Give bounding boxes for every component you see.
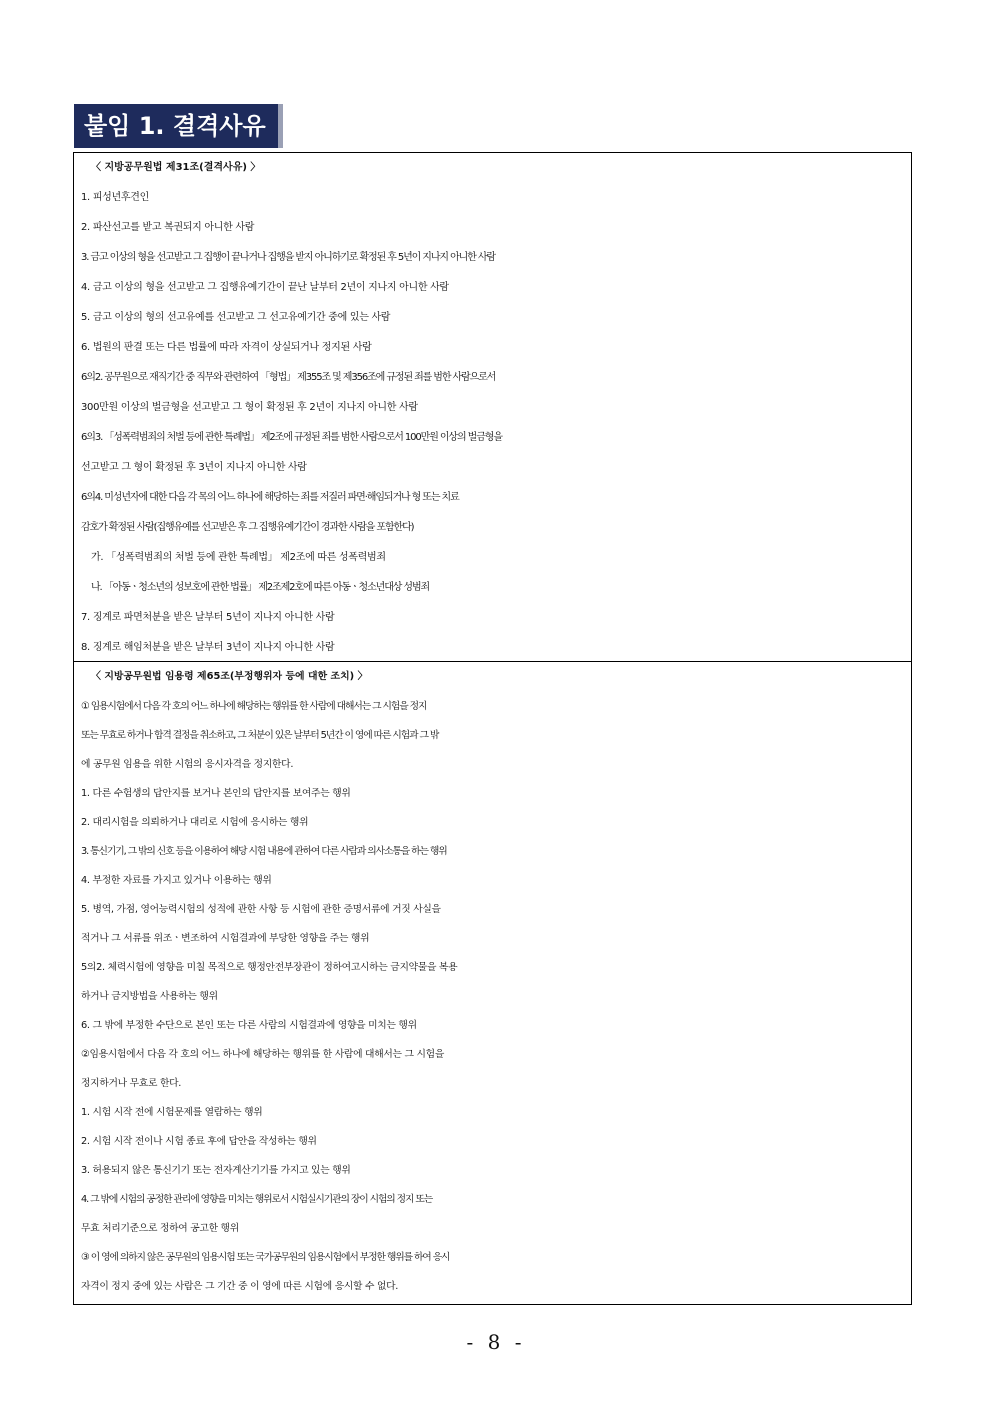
list-item: 하거나 금지방법을 사용하는 행위	[81, 991, 218, 1002]
list-item: 6. 그 밖에 부정한 수단으로 본인 또는 다른 사람의 시험결과에 영향을 미치는 행위	[81, 1020, 417, 1031]
list-item: 또는 무효로 하거나 합격 결정을 취소하고, 그 처분이 있은 날부터 5년간 이 영에 따른 시험과 그 밖	[81, 730, 439, 741]
list-item: ① 임용시험에서 다음 각 호의 어느 하나에 해당하는 행위를 한 사람에 대해서는 그 시험을 정지	[81, 701, 427, 712]
section-title: 〈 지방공무원법 임용령 제65조(부정행위자 등에 대한 조치) 〉	[91, 671, 368, 682]
list-item: 300만원 이상의 벌금형을 선고받고 그 형이 확정된 후 2년이 지나지 아니한 사람	[81, 402, 418, 413]
list-item: 3. 통신기기, 그 밖의 신호 등을 이용하여 해당 시험 내용에 관하여 다른 사람과 의사소통을 하는 행위	[81, 846, 447, 857]
list-item: 3. 금고 이상의 형을 선고받고 그 집행이 끝나거나 집행을 받지 아니하기로 확정된 후 5년이 지나지 아니한 사람	[81, 252, 495, 263]
list-item: 8. 징계로 해임처분을 받은 날부터 3년이 지나지 아니한 사람	[81, 642, 335, 653]
list-item: 2. 시험 시작 전이나 시험 종료 후에 답안을 작성하는 행위	[81, 1136, 317, 1147]
list-item: 5. 금고 이상의 형의 선고유예를 선고받고 그 선고유예기간 중에 있는 사람	[81, 312, 391, 323]
list-item: 2. 대리시험을 의뢰하거나 대리로 시험에 응시하는 행위	[81, 817, 309, 828]
list-subitem: 가. 「성폭력범죄의 처벌 등에 관한 특례법」 제2조에 따른 성폭력범죄	[91, 552, 386, 563]
list-item: 2. 파산선고를 받고 복권되지 아니한 사람	[81, 222, 255, 233]
list-item: 4. 금고 이상의 형을 선고받고 그 집행유예기간이 끝난 날부터 2년이 지나지 아니한 사람	[81, 282, 449, 293]
list-item: ③ 이 영에 의하지 않은 공무원의 임용시험 또는 국가공무원의 임용시험에서 부정한 행위를 하여 응시	[81, 1252, 450, 1263]
section-title: 〈 지방공무원법 제31조(결격사유) 〉	[91, 162, 261, 173]
page-number: - 8 -	[466, 1330, 526, 1354]
section-disqualification	[73, 152, 912, 662]
list-item: 6의4. 미성년자에 대한 다음 각 목의 어느 하나에 해당하는 죄를 저질러 파면·해임되거나 형 또는 치료	[81, 492, 459, 503]
list-item: 6의3. 「성폭력범죄의 처벌 등에 관한 특례법」 제2조에 규정된 죄를 범한 사람으로서 100만원 이상의 벌금형을	[81, 432, 502, 443]
list-item: 4. 부정한 자료를 가지고 있거나 이용하는 행위	[81, 875, 272, 886]
list-item: 1. 피성년후견인	[81, 192, 149, 203]
list-item: 3. 허용되지 않은 통신기기 또는 전자계산기기를 가지고 있는 행위	[81, 1165, 351, 1176]
list-subitem: 나. 「아동ㆍ청소년의 성보호에 관한 법률」 제2조제2호에 따른 아동ㆍ청소년대상 성범죄	[91, 582, 430, 593]
list-item: 6. 법원의 판결 또는 다른 법률에 따라 자격이 상실되거나 정지된 사람	[81, 342, 372, 353]
list-item: 에 공무원 임용을 위한 시험의 응시자격을 정지한다.	[81, 759, 294, 770]
list-item: 자격이 정지 중에 있는 사람은 그 기간 중 이 영에 따른 시험에 응시할 수 없다.	[81, 1281, 399, 1292]
section-misconduct-measures	[73, 662, 912, 1305]
list-item: 5. 병역, 가점, 영어능력시험의 성적에 관한 사항 등 시험에 관한 증명서류에 거짓 사실을	[81, 904, 441, 915]
list-item: 1. 시험 시작 전에 시험문제를 열람하는 행위	[81, 1107, 263, 1118]
list-item: 정지하거나 무효로 한다.	[81, 1078, 182, 1089]
list-item: 감호가 확정된 사람(집행유예를 선고받은 후 그 집행유예기간이 경과한 사람을 포함한다)	[81, 522, 414, 533]
list-item: 7. 징계로 파면처분을 받은 날부터 5년이 지나지 아니한 사람	[81, 612, 335, 623]
list-item: 5의2. 체력시험에 영향을 미칠 목적으로 행정안전부장관이 정하여고시하는 금지약물을 복용	[81, 962, 458, 973]
appendix-title: 붙임 1. 결격사유	[74, 104, 283, 148]
list-item: 무효 처리기준으로 정하여 공고한 행위	[81, 1223, 239, 1234]
appendix-title-banner	[74, 104, 283, 148]
list-item: 적거나 그 서류를 위조ㆍ변조하여 시험결과에 부당한 영향을 주는 행위	[81, 933, 370, 944]
list-item: 선고받고 그 형이 확정된 후 3년이 지나지 아니한 사람	[81, 462, 307, 473]
list-item: 4. 그 밖에 시험의 공정한 관리에 영향을 미치는 행위로서 시험실시기관의 장이 시험의 정지 또는	[81, 1194, 433, 1205]
list-item: ②임용시험에서 다음 각 호의 어느 하나에 해당하는 행위를 한 사람에 대해서는 그 시험을	[81, 1049, 444, 1060]
list-item: 1. 다른 수험생의 답안지를 보거나 본인의 답안지를 보여주는 행위	[81, 788, 351, 799]
list-item: 6의2. 공무원으로 재직기간 중 직무와 관련하여 「형법」 제355조 및 제356조에 규정된 죄를 범한 사람으로서	[81, 372, 496, 383]
